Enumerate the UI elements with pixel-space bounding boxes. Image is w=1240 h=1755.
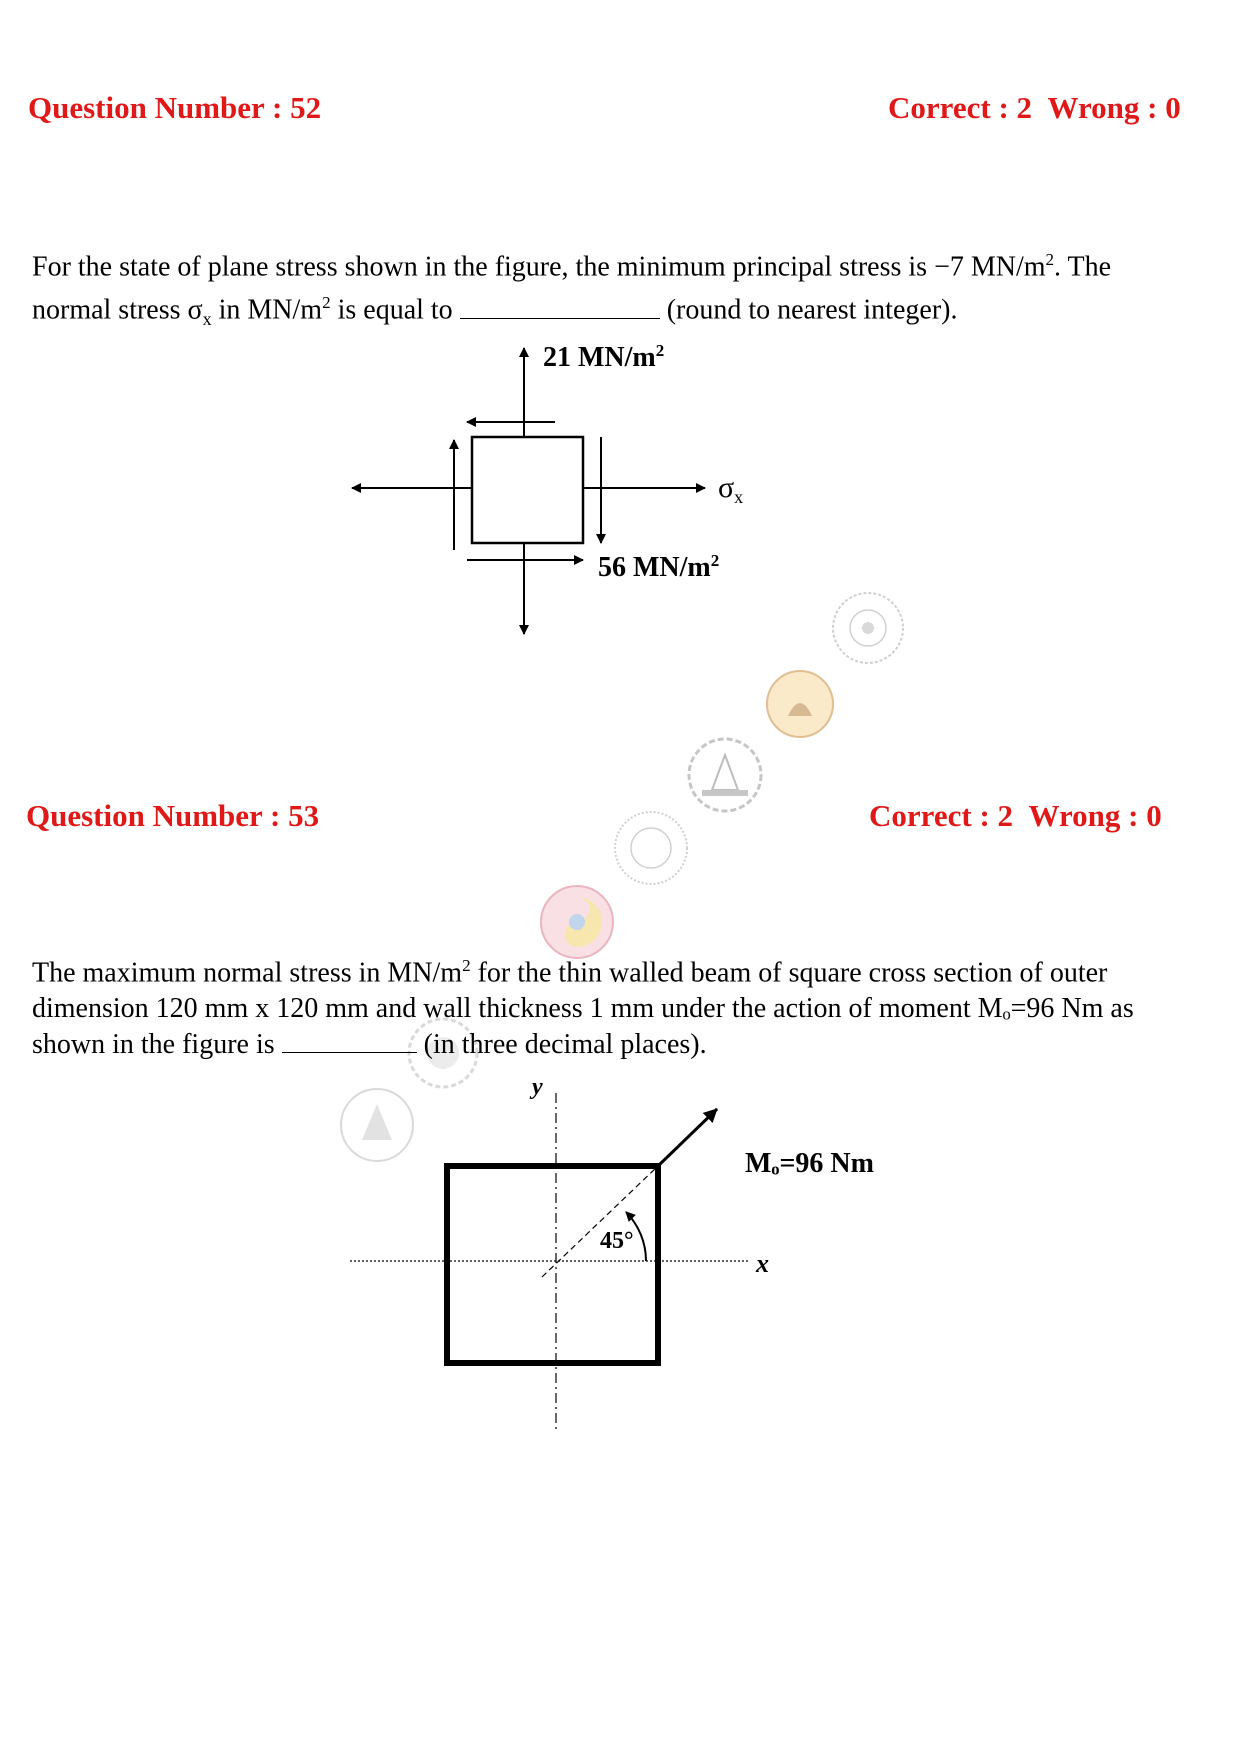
axis-x-label: x [756,1249,769,1278]
q53-answer-blank [282,1028,417,1053]
q52-stress-figure [352,341,743,634]
label-56-mn: 56 $MN/m^2$ [598,551,720,583]
q53-correct: Correct : 2 [869,798,1014,833]
q53-line-2: dimension 120 mm x 120 mm and wall thickness 1 mm under the action of moment Mₒ=96 Nm as [32,993,1134,1025]
q53-question-text [32,948,1222,1063]
angle-label: 45° [600,1228,634,1254]
watermark-seals [341,593,903,1161]
q53-score [869,798,1162,834]
q52-correct: Correct : 2 [888,90,1033,125]
q53-beam-figure [350,1074,874,1432]
axis-y-label: y [532,1074,543,1100]
seal-4 [615,812,687,884]
q53-wrong: Wrong : 0 [1028,798,1162,833]
q52-line-1: For the state of plane stress shown in the figure, the minimum principal stress is −7 $MN/m^2$. The [32,250,1112,283]
seal-3 [689,739,761,811]
seal-1 [833,593,903,663]
q52-title: Question Number : 52 [28,90,322,125]
square-cross-section [447,1166,658,1363]
moment-label: Mₒ=96 Nm [745,1148,874,1179]
seal-2 [767,671,833,737]
label-sigma-x: $\sigma_x$ [718,471,744,507]
q52-wrong: Wrong : 0 [1047,90,1181,125]
q53-line-3: shown in the figure is (in three decimal places). [32,1029,707,1061]
moment-arrow [658,1109,717,1166]
label-21-mn: 21 $MN/m^2$ [543,341,665,373]
stress-element-square [472,437,583,543]
seal-7 [341,1089,413,1161]
q53-line-1: The maximum normal stress in $MN/m^2$ for the thin walled beam of square cross section of outer [32,956,1108,989]
q53-title: Question Number : 53 [26,798,320,833]
q52-line-2: normal stress $\sigma_x$ in $MN/m^2$ is equal to (round to nearest integer). [32,293,958,330]
moment-direction-line [542,1166,658,1277]
